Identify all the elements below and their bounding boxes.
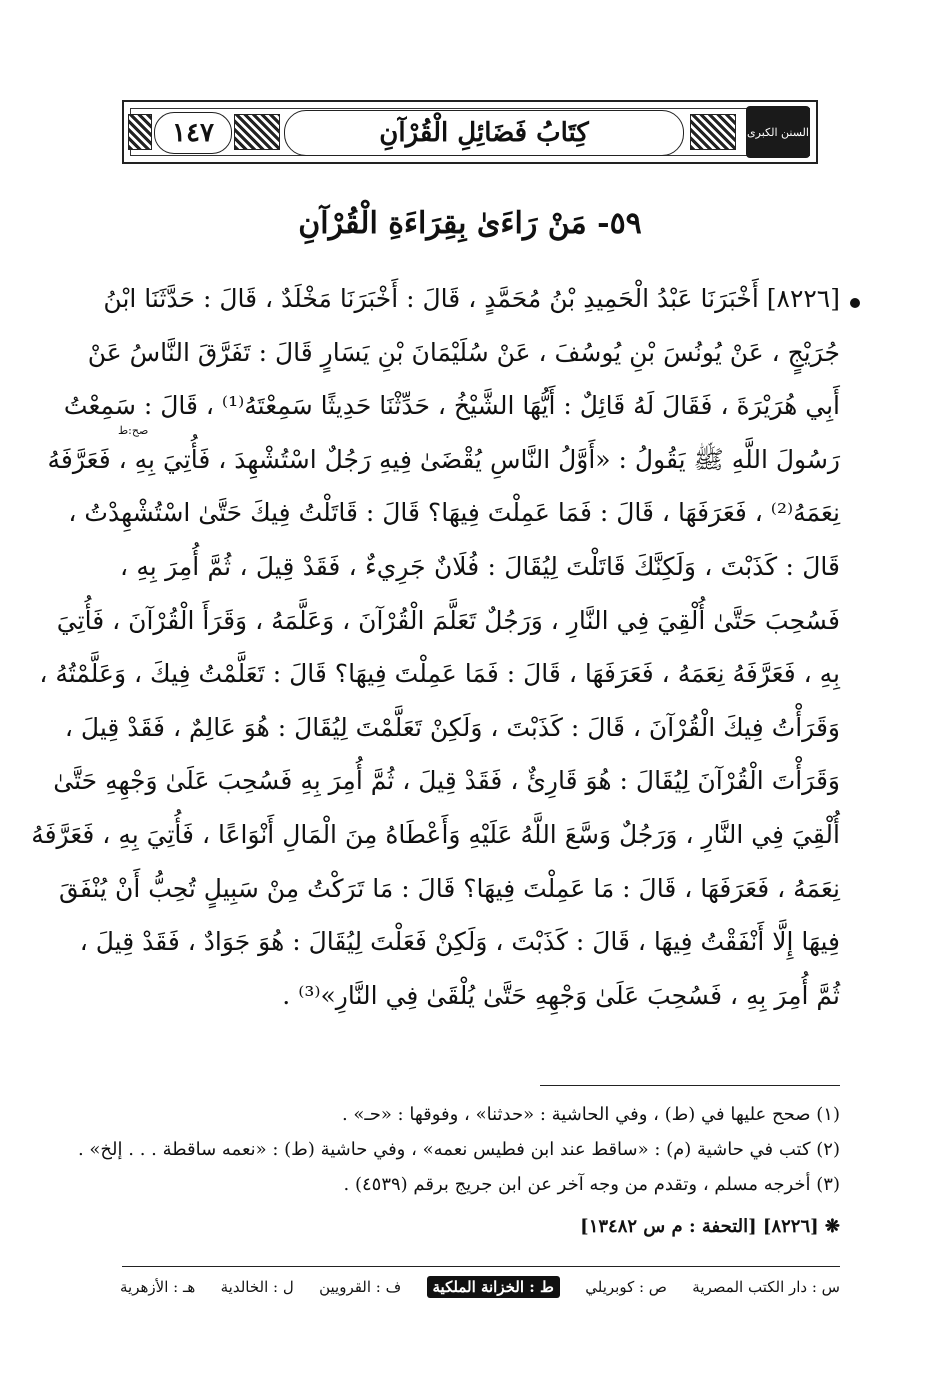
- book-emblem-icon: [746, 106, 810, 158]
- text-line: فَسُحِبَ حَتَّىٰ أُلْقِيَ فِي النَّارِ ، وَرَجُلٌ تَعَلَّمَ الْقُرْآنَ ، وَعَلَّمَهُ ، وَقَرَأَ الْقُرْآنَ ، فَأُتِيَ: [56, 605, 840, 635]
- ornament-icon: [128, 114, 152, 150]
- text-line: قَالَ : كَذَبْتَ ، وَلَكِنَّكَ قَاتَلْتَ لِيُقَالَ : فُلَانٌ جَرِيءٌ ، فَقَدْ قِيلَ ، ثُمَّ أُمِرَ بِهِ ،: [120, 551, 840, 581]
- text-line: نِعَمَهُ ، فَعَرَفَهَا ، قَالَ : مَا عَمِلْتَ فِيهَا؟ قَالَ : مَا تَرَكْتُ مِنْ سَبِيلٍ تُحِبُّ أَنْ يُنْفَقَ: [59, 873, 840, 903]
- book-title: كِتَابُ فَضَائِلِ الْقُرْآنِ: [284, 110, 684, 156]
- legend-divider: [122, 1266, 840, 1267]
- text-line: وَقَرَأْتُ فِيكَ الْقُرْآنَ ، قَالَ : كَذَبْتَ ، وَلَكِنْ تَعَلَّمْتَ لِيُقَالَ : هُوَ عَالِمٌ ، فَقَدْ قِيلَ ،: [64, 712, 840, 742]
- text-line: رَسُولَ اللَّهِ ﷺ يَقُولُ : «أَوَّلُ النَّاسِ يُقْضَىٰ فِيهِ رَجُلٌ اسْتُشْهِدَ ، فَأُتِيَ بِهِ ، فَعَرَّفَهُ: [47, 444, 840, 474]
- text-line: وَقَرَأْتَ الْقُرْآنَ لِيُقَالَ : هُوَ قَارِئٌ ، فَقَدْ قِيلَ ، ثُمَّ أُمِرَ بِهِ فَسُحِبَ عَلَىٰ وَجْهِهِ حَتَّىٰ: [53, 766, 840, 796]
- page-header: [122, 100, 818, 164]
- footnote: (٢) كتب في حاشية (م) : «ساقط عند ابن فطيس نعمه» ، وفي حاشية (ط) : «نعمه ساقطة . . . إلخ» .: [77, 1139, 840, 1160]
- legend-item: س : دار الكتب المصرية: [692, 1278, 840, 1296]
- footnote-divider: [540, 1085, 840, 1086]
- text-line: أَبِي هُرَيْرَةَ ، فَقَالَ لَهُ قَائِلٌ : أَيُّهَا الشَّيْخُ ، حَدِّثْنَا حَدِيثًا سَمِعْتَهُ⁽¹⁾ ، قَالَ : سَمِعْتُ: [63, 391, 840, 421]
- legend-item: ل : الخالدية: [220, 1278, 294, 1296]
- text-line: نِعَمَهُ⁽²⁾ ، فَعَرَفَهَا ، قَالَ : فَمَا عَمِلْتَ فِيهَا؟ قَالَ : قَاتَلْتُ فِيكَ حَتَّىٰ اسْتُشْهِدْتُ ،: [68, 498, 840, 528]
- text-line: [٨٢٢٦] أَخْبَرَنَا عَبْدُ الْحَمِيدِ بْنُ مُحَمَّدٍ ، قَالَ : أَخْبَرَنَا مَخْلَدٌ ، قَالَ : حَدَّثَنَا ابْنُ: [103, 284, 840, 313]
- legend-item-highlighted: ط : الخزانة الملكية: [427, 1276, 560, 1298]
- tuhfa-reference: ❋ [٨٢٢٦] [التحفة : م س ١٣٤٨٢]: [580, 1216, 840, 1237]
- ornament-icon: [690, 114, 736, 150]
- emblem-text: السنن الكبرى: [747, 125, 809, 139]
- footnotes: [77, 1097, 840, 1202]
- chapter-title: ٥٩- مَنْ رَاءَىٰ بِقِرَاءَةِ الْقُرْآنِ: [298, 206, 642, 241]
- legend-item: ص : كوبريلي: [585, 1278, 667, 1296]
- ornament-icon: [234, 114, 280, 150]
- footnote: (١) صحح عليها في (ط) ، وفي الحاشية : «حدثنا» ، وفوقها : «حـ» .: [341, 1104, 840, 1125]
- text-line: ثُمَّ أُمِرَ بِهِ ، فَسُحِبَ عَلَىٰ وَجْهِهِ حَتَّىٰ يُلْقَىٰ فِي النَّارِ»⁽³⁾ .: [282, 980, 840, 1010]
- footnote: (٣) أخرجه مسلم ، وتقدم من وجه آخر عن ابن جريج برقم (٤٥٣٩) .: [343, 1174, 840, 1195]
- margin-note: صح:ط: [118, 424, 149, 437]
- text-line: أُلْقِيَ فِي النَّارِ ، وَرَجُلٌ وَسَّعَ اللَّهُ عَلَيْهِ وَأَعْطَاهُ مِنَ الْمَالِ أَنْوَاعًا ، فَأُتِيَ بِهِ ، فَعَرَّفَهُ: [31, 819, 840, 849]
- legend-item: ف : القرويين: [319, 1278, 402, 1296]
- text-line: بِهِ ، فَعَرَّفَهُ نِعَمَهُ ، فَعَرَفَهَا ، قَالَ : فَمَا عَمِلْتَ فِيهَا؟ قَالَ : تَعَلَّمْتُ فِيكَ ، وَعَلَّمْتُهُ ،: [39, 659, 840, 689]
- manuscript-legend: [120, 1276, 840, 1298]
- hadith-text: [31, 272, 840, 1022]
- legend-item: هـ : الأزهرية: [120, 1278, 196, 1296]
- bullet-icon: [850, 298, 860, 308]
- page-number: ١٤٧: [154, 112, 232, 154]
- text-line: جُرَيْجٍ ، عَنْ يُونُسَ بْنِ يُوسُفَ ، عَنْ سُلَيْمَانَ بْنِ يَسَارٍ قَالَ : تَفَرَّقَ النَّاسُ عَنْ: [87, 337, 840, 367]
- text-line: فِيهَا إِلَّا أَنْفَقْتُ فِيهَا ، قَالَ : كَذَبْتَ ، وَلَكِنْ فَعَلْتَ لِيُقَالَ : هُوَ جَوَادٌ ، فَقَدْ قِيلَ ،: [79, 927, 840, 957]
